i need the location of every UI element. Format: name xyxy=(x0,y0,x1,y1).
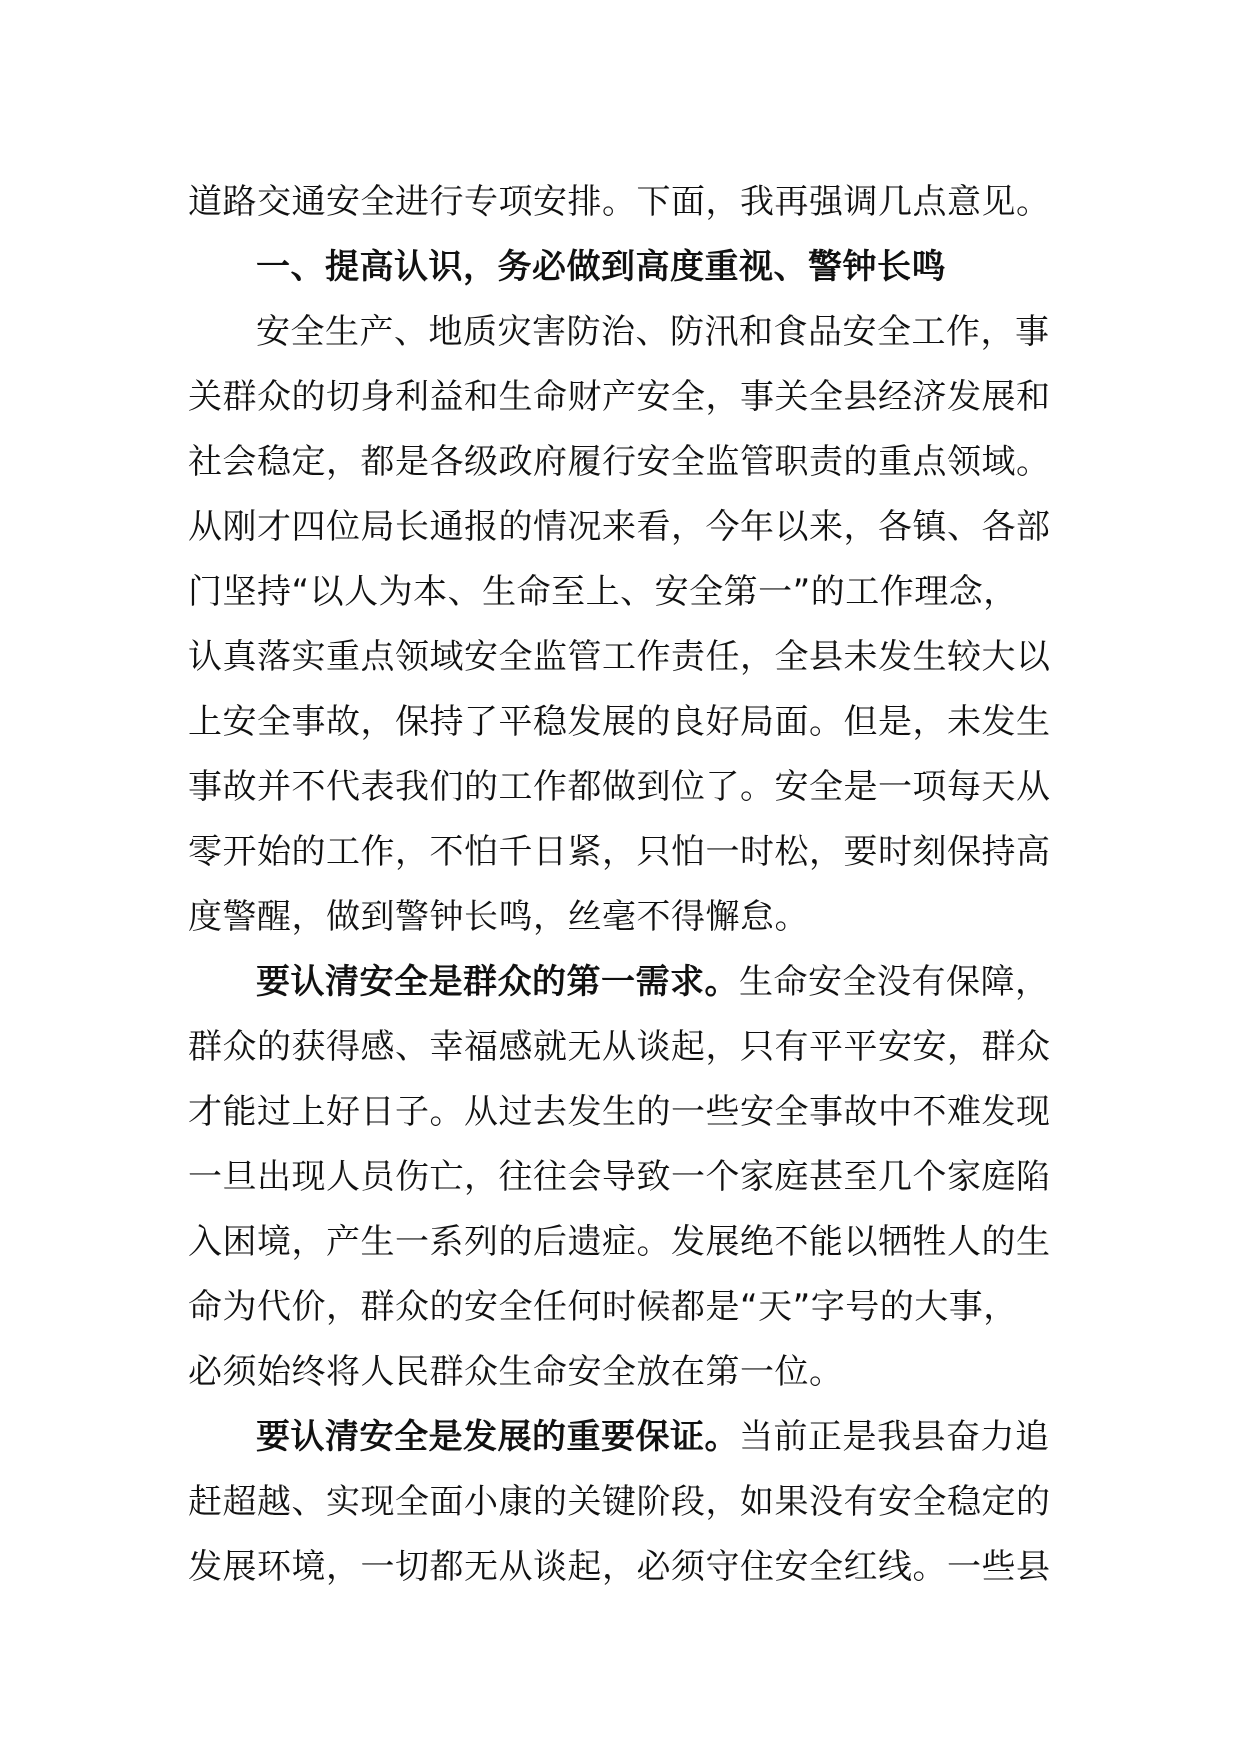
paragraph-lead-bold: 要认清安全是群众的第一需求。 xyxy=(256,962,739,1002)
body-line: 命为代价，群众的安全任何时候都是“天”字号的大事， xyxy=(188,1287,1018,1327)
paragraph-first-line xyxy=(188,1405,1058,1470)
body-line: 关群众的切身利益和生命财产安全，事关全县经济发展和 xyxy=(188,377,1051,417)
body-line: 零开始的工作，不怕千日紧，只怕一时松，要时刻保持高 xyxy=(188,832,1051,872)
body-line: 度警醒，做到警钟长鸣，丝毫不得懈怠。 xyxy=(188,897,809,937)
body-line: 事故并不代表我们的工作都做到位了。安全是一项每天从 xyxy=(188,767,1051,807)
paragraph-first-line: 安全生产、地质灾害防治、防汛和食品安全工作，事 xyxy=(256,312,1050,352)
document-body xyxy=(188,170,1058,1600)
body-line: 必须始终将人民群众生命安全放在第一位。 xyxy=(188,1352,844,1392)
paragraph-lead-rest: 当前正是我县奋力追 xyxy=(739,1417,1050,1457)
body-line: 一旦出现人员伤亡，往往会导致一个家庭甚至几个家庭陷 xyxy=(188,1157,1051,1197)
paragraph-lead-bold: 要认清安全是发展的重要保证。 xyxy=(256,1417,739,1457)
body-line: 才能过上好日子。从过去发生的一些安全事故中不难发现 xyxy=(188,1092,1051,1132)
body-line: 群众的获得感、幸福感就无从谈起，只有平平安安，群众 xyxy=(188,1027,1051,1067)
paragraph-first-line xyxy=(188,950,1058,1015)
body-line: 上安全事故，保持了平稳发展的良好局面。但是，未发生 xyxy=(188,702,1051,742)
paragraph-lead-rest: 生命安全没有保障， xyxy=(739,962,1050,1002)
body-line: 认真落实重点领域安全监管工作责任，全县未发生较大以 xyxy=(188,637,1051,677)
body-line: 门坚持“以人为本、生命至上、安全第一”的工作理念， xyxy=(188,572,1018,612)
body-line: 道路交通安全进行专项安排。下面，我再强调几点意见。 xyxy=(188,182,1051,222)
section-heading: 一、提高认识，务必做到高度重视、警钟长鸣 xyxy=(256,247,946,287)
body-line: 发展环境，一切都无从谈起，必须守住安全红线。一些县 xyxy=(188,1547,1051,1587)
body-line: 赶超越、实现全面小康的关键阶段，如果没有安全稳定的 xyxy=(188,1482,1051,1522)
body-line: 社会稳定，都是各级政府履行安全监管职责的重点领域。 xyxy=(188,442,1051,482)
body-line: 从刚才四位局长通报的情况来看，今年以来，各镇、各部 xyxy=(188,507,1051,547)
body-line: 入困境，产生一系列的后遗症。发展绝不能以牺牲人的生 xyxy=(188,1222,1051,1262)
